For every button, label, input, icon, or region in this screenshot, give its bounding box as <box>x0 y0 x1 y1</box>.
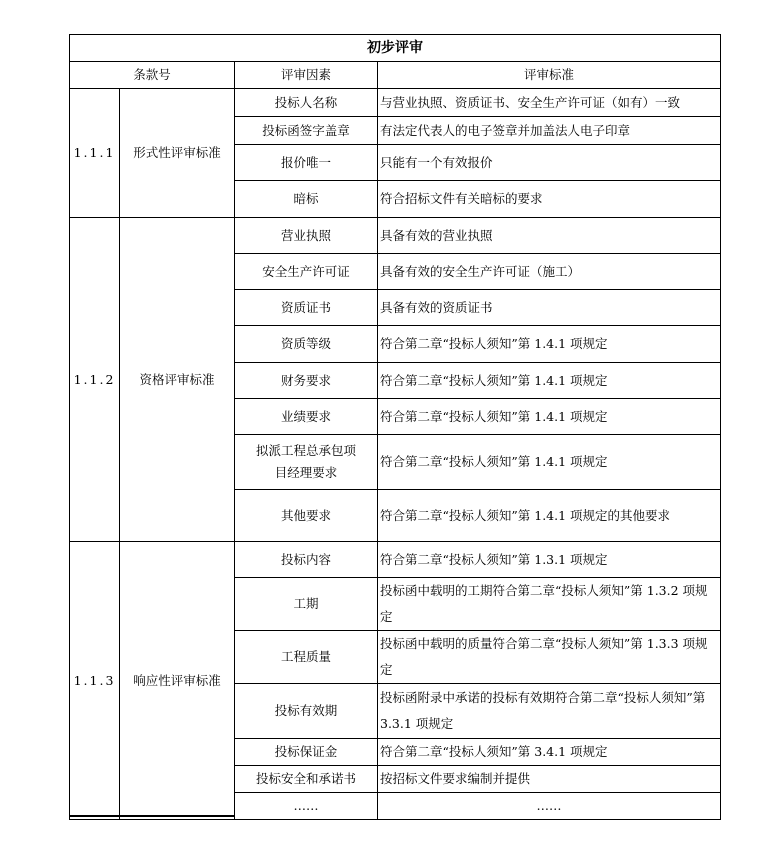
factor-cell: 其他要求 <box>235 490 378 542</box>
factor-cell: …… <box>235 793 378 820</box>
header-clause: 条款号 <box>70 62 235 89</box>
factor-cell: 投标函签字盖章 <box>235 117 378 145</box>
factor-cell: 安全生产许可证 <box>235 254 378 290</box>
evaluation-table <box>69 34 721 820</box>
standard-cell: 有法定代表人的电子签章并加盖法人电子印章 <box>378 117 721 145</box>
factor-cell: 拟派工程总承包项目经理要求 <box>235 435 378 490</box>
header-factor: 评审因素 <box>235 62 378 89</box>
table-title: 初步评审 <box>70 35 721 62</box>
standard-cell: 投标函中载明的质量符合第二章“投标人须知”第 1.3.3 项规定 <box>378 631 721 684</box>
table-row <box>70 542 721 578</box>
standard-cell: 投标函附录中承诺的投标有效期符合第二章“投标人须知”第 3.3.1 项规定 <box>378 684 721 739</box>
standard-cell: 具备有效的安全生产许可证（施工） <box>378 254 721 290</box>
factor-cell: 暗标 <box>235 181 378 218</box>
factor-cell: 投标人名称 <box>235 89 378 117</box>
factor-cell: 业绩要求 <box>235 399 378 435</box>
section-number: 1.1.2 <box>70 218 120 542</box>
standard-cell: 投标函中载明的工期符合第二章“投标人须知”第 1.3.2 项规定 <box>378 578 721 631</box>
standard-cell: 符合第二章“投标人须知”第 1.4.1 项规定 <box>378 363 721 399</box>
header-standard: 评审标准 <box>378 62 721 89</box>
standard-cell: 符合第二章“投标人须知”第 3.4.1 项规定 <box>378 739 721 766</box>
factor-cell: 投标安全和承诺书 <box>235 766 378 793</box>
section-name: 响应性评审标准 <box>120 542 235 820</box>
standard-cell: 符合招标文件有关暗标的要求 <box>378 181 721 218</box>
standard-cell: …… <box>378 793 721 820</box>
factor-cell: 投标内容 <box>235 542 378 578</box>
standard-cell: 符合第二章“投标人须知”第 1.4.1 项规定 <box>378 435 721 490</box>
standard-cell: 与营业执照、资质证书、安全生产许可证（如有）一致 <box>378 89 721 117</box>
footer-divider <box>69 815 234 817</box>
factor-cell: 营业执照 <box>235 218 378 254</box>
section-name: 资格评审标准 <box>120 218 235 542</box>
standard-cell: 符合第二章“投标人须知”第 1.4.1 项规定 <box>378 399 721 435</box>
section-number: 1.1.1 <box>70 89 120 218</box>
factor-cell: 资质证书 <box>235 290 378 326</box>
table-row <box>70 218 721 254</box>
factor-cell: 工期 <box>235 578 378 631</box>
factor-cell: 财务要求 <box>235 363 378 399</box>
factor-cell: 报价唯一 <box>235 145 378 181</box>
standard-cell: 符合第二章“投标人须知”第 1.4.1 项规定 <box>378 326 721 363</box>
section-number: 1.1.3 <box>70 542 120 820</box>
table-row <box>70 89 721 117</box>
factor-cell: 投标有效期 <box>235 684 378 739</box>
standard-cell: 符合第二章“投标人须知”第 1.4.1 项规定的其他要求 <box>378 490 721 542</box>
standard-cell: 具备有效的资质证书 <box>378 290 721 326</box>
standard-cell: 只能有一个有效报价 <box>378 145 721 181</box>
factor-cell: 投标保证金 <box>235 739 378 766</box>
factor-cell: 资质等级 <box>235 326 378 363</box>
standard-cell: 具备有效的营业执照 <box>378 218 721 254</box>
standard-cell: 按招标文件要求编制并提供 <box>378 766 721 793</box>
factor-cell: 工程质量 <box>235 631 378 684</box>
standard-cell: 符合第二章“投标人须知”第 1.3.1 项规定 <box>378 542 721 578</box>
section-name: 形式性评审标准 <box>120 89 235 218</box>
